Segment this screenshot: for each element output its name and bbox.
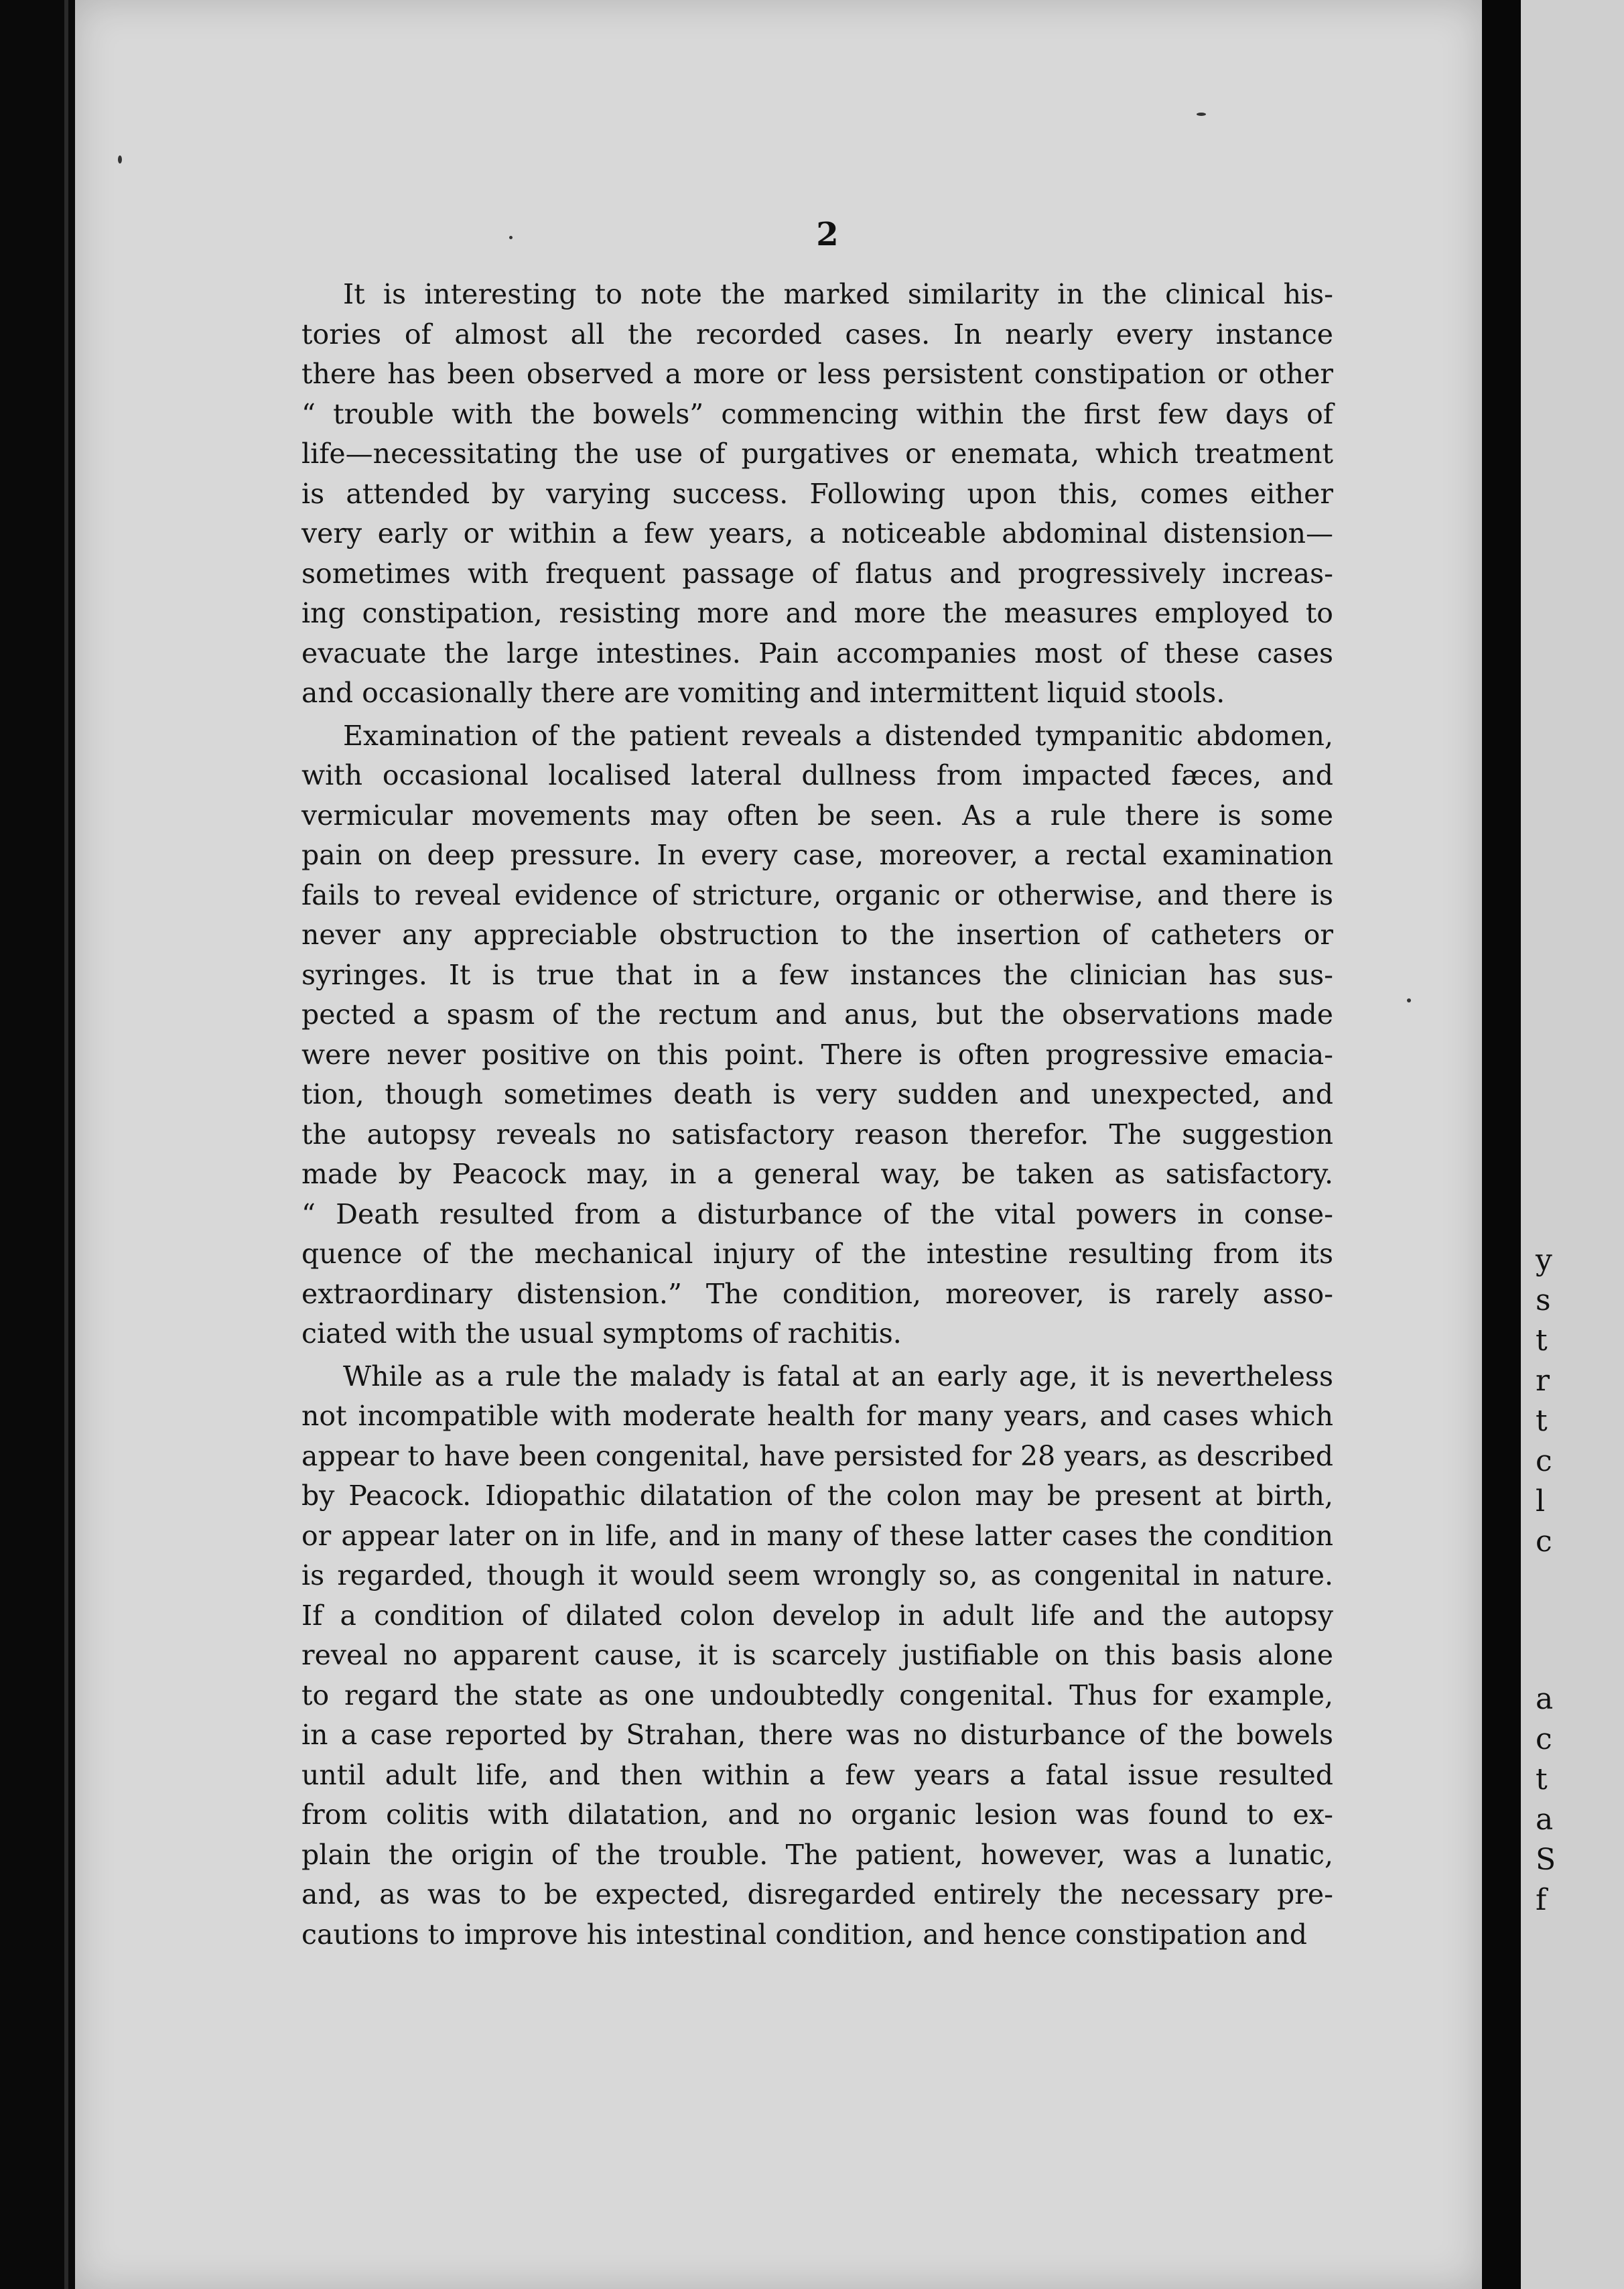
text-line: vermicular movements may often be seen. As a rule there is some xyxy=(301,799,1333,832)
text-line: cautions to improve his intestinal condition, and hence constipation and xyxy=(301,1918,1308,1951)
facing-page-fragment: s xyxy=(1536,1283,1551,1317)
text-line: “ trouble with the bowels” commencing within the first few days of xyxy=(301,397,1333,430)
scan-speck xyxy=(509,236,513,239)
facing-page-fragment: c xyxy=(1536,1444,1552,1478)
paragraph-2 xyxy=(301,716,1333,1354)
facing-page-fragment: l xyxy=(1536,1484,1546,1518)
text-line: not incompatible with moderate health for many years, and cases which xyxy=(301,1400,1333,1432)
text-line: there has been observed a more or less persistent constipation or other xyxy=(301,358,1333,390)
facing-page-fragment: c xyxy=(1536,1524,1552,1559)
text-line: Examination of the patient reveals a distended tympanitic abdomen, xyxy=(343,719,1333,752)
facing-page-fragment: y xyxy=(1536,1243,1552,1277)
page-number: 2 xyxy=(816,216,839,253)
page-separator xyxy=(1482,0,1521,2289)
text-line: and occasionally there are vomiting and intermittent liquid stools. xyxy=(301,677,1225,709)
facing-page-fragment: f xyxy=(1536,1883,1547,1917)
text-line: and, as was to be expected, disregarded entirely the necessary pre- xyxy=(301,1878,1333,1910)
text-line: If a condition of dilated colon develop in adult life and the autopsy xyxy=(301,1599,1333,1632)
scan-speck xyxy=(1197,113,1206,116)
text-line: appear to have been congenital, have persisted for 28 years, as described xyxy=(301,1439,1333,1472)
binding-strip xyxy=(0,0,80,2289)
facing-page-fragment: t xyxy=(1536,1762,1548,1796)
facing-page-fragment: c xyxy=(1536,1722,1552,1756)
paragraph-3 xyxy=(301,1357,1333,1955)
text-line: While as a rule the malady is fatal at an early age, it is nevertheless xyxy=(343,1360,1333,1392)
text-line: by Peacock. Idiopathic dilatation of the colon may be present at birth, xyxy=(301,1480,1333,1512)
text-line: is regarded, though it would seem wrongly so, as congenital in nature. xyxy=(301,1559,1333,1591)
text-line: to regard the state as one undoubtedly congenital. Thus for example, xyxy=(301,1679,1333,1711)
facing-page-fragment: t xyxy=(1536,1404,1548,1438)
facing-page-fragment: r xyxy=(1536,1364,1550,1398)
text-line: tories of almost all the recorded cases. In nearly every instance xyxy=(301,318,1333,350)
text-line: sometimes with frequent passage of flatus and progressively increas- xyxy=(301,557,1333,590)
text-line: made by Peacock may, in a general way, be taken as satisfactory. xyxy=(301,1158,1333,1190)
text-line: tion, though sometimes death is very sudden and unexpected, and xyxy=(301,1078,1333,1110)
facing-page-fragment: a xyxy=(1536,1682,1554,1716)
text-line: “ Death resulted from a disturbance of the vital powers in conse- xyxy=(301,1197,1333,1230)
body-text xyxy=(301,275,1333,1957)
text-line: ing constipation, resisting more and more the measures employed to xyxy=(301,597,1333,629)
text-line: ciated with the usual symptoms of rachitis. xyxy=(301,1317,902,1350)
scan-speck xyxy=(118,155,122,164)
facing-page-fragment: t xyxy=(1536,1323,1548,1358)
text-line: with occasional localised lateral dullness from impacted fæces, and xyxy=(301,759,1333,791)
text-line: never any appreciable obstruction to the insertion of catheters or xyxy=(301,919,1333,951)
text-line: in a case reported by Strahan, there was no disturbance of the bowels xyxy=(301,1719,1333,1751)
facing-page-fragment: a xyxy=(1536,1803,1554,1837)
text-line: from colitis with dilatation, and no organic lesion was found to ex- xyxy=(301,1798,1333,1831)
gutter-line xyxy=(64,0,68,2289)
text-line: life—necessitating the use of purgatives or enemata, which treatment xyxy=(301,438,1333,470)
text-line: syringes. It is true that in a few instances the clinician has sus- xyxy=(301,958,1333,991)
text-line: extraordinary distension.” The condition, moreover, is rarely asso- xyxy=(301,1277,1333,1310)
text-line: evacuate the large intestines. Pain accompanies most of these cases xyxy=(301,637,1333,669)
text-line: the autopsy reveals no satisfactory reason therefor. The suggestion xyxy=(301,1118,1333,1151)
text-line: pected a spasm of the rectum and anus, but the observations made xyxy=(301,998,1333,1031)
text-line: fails to reveal evidence of stricture, organic or otherwise, and there is xyxy=(301,878,1333,911)
text-line: reveal no apparent cause, it is scarcely justifiable on this basis alone xyxy=(301,1639,1333,1671)
facing-page-fragment: S xyxy=(1536,1843,1556,1877)
facing-page-edge xyxy=(1521,0,1624,2289)
text-line: were never positive on this point. There is often progressive emacia- xyxy=(301,1038,1333,1071)
text-line: is attended by varying success. Following upon this, comes either xyxy=(301,477,1333,510)
scan-speck xyxy=(1407,998,1411,1002)
text-line: quence of the mechanical injury of the intestine resulting from its xyxy=(301,1238,1333,1270)
text-line: until adult life, and then within a few years a fatal issue resulted xyxy=(301,1758,1333,1791)
text-line: pain on deep pressure. In every case, moreover, a rectal examination xyxy=(301,839,1333,871)
text-line: or appear later on in life, and in many of these latter cases the condition xyxy=(301,1519,1333,1552)
paragraph-1 xyxy=(301,275,1333,714)
text-line: very early or within a few years, a noticeable abdominal distension— xyxy=(301,517,1333,549)
text-line: plain the origin of the trouble. The patient, however, was a lunatic, xyxy=(301,1838,1333,1871)
text-line: It is interesting to note the marked similarity in the clinical his- xyxy=(343,278,1333,310)
